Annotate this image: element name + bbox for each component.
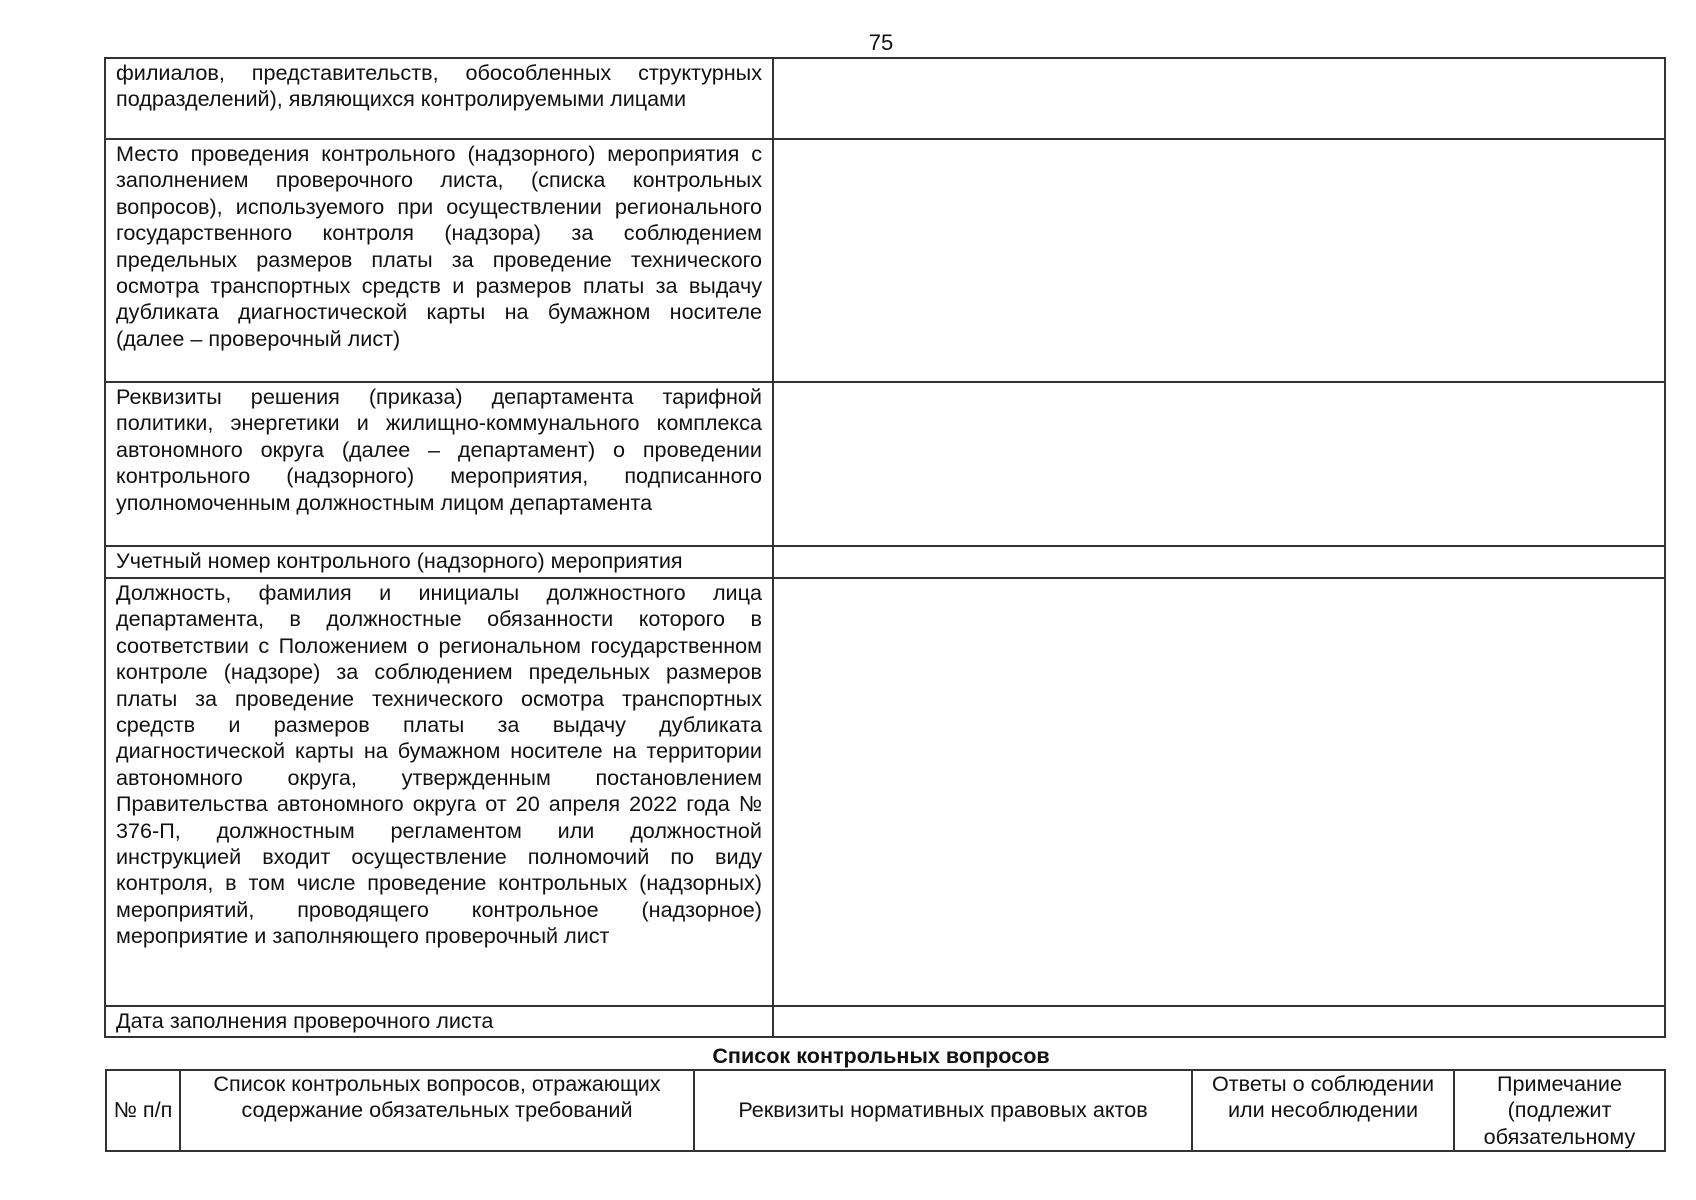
inspection-info-table: [104, 57, 1666, 1038]
info-value: [773, 1006, 1665, 1037]
questions-header-row: [106, 1070, 1665, 1151]
column-header-number: № п/п: [106, 1070, 180, 1151]
info-row-branches: [105, 58, 1665, 139]
questions-section-title: Список контрольных вопросов: [712, 1043, 1050, 1068]
column-header-questions: Список контрольных вопросов, отражающих содержание обязательных требований: [180, 1070, 694, 1151]
info-row-order-details: [105, 382, 1665, 546]
info-label: Учетный номер контрольного (надзорного) мероприятия: [105, 546, 773, 578]
info-value: [773, 578, 1665, 1006]
column-header-legal-acts: Реквизиты нормативных правовых актов: [694, 1070, 1192, 1151]
questions-table: [105, 1069, 1666, 1152]
info-value: [773, 58, 1665, 139]
info-value: [773, 139, 1665, 382]
info-label: Реквизиты решения (приказа) департамента тарифной политики, энергетики и жилищно-коммунального комплекса автономного округа (далее – департамент) о проведении контрольного (надзорного) мероприятия, подписанного уполномоченным должностным лицом департамента: [105, 382, 773, 546]
info-label: Должность, фамилия и инициалы должностного лица департамента, в должностные обязанности которого в соответствии с Положением о региональном государственном контроле (надзоре) за соблюдением предельных размеров платы за проведение технического осмотра транспортных средств и размеров платы за выдачу дубликата диагностической карты на бумажном носителе на территории автономного округа, утвержденным постановлением Правительства автономного округа от 20 апреля 2022 года № 376-П, должностным регламентом или должностной инструкцией входит осуществление полномочий по виду контроля, в том числе проведение контрольных (надзорных) мероприятий, проводящего контрольное (надзорное) мероприятие и заполняющего проверочный лист: [105, 578, 773, 1006]
info-label: филиалов, представительств, обособленных структурных подразделений), являющихся контролируемыми лицами: [105, 58, 773, 139]
info-label: Дата заполнения проверочного листа: [105, 1006, 773, 1037]
page-number: 75: [868, 30, 894, 55]
info-row-fill-date: [105, 1006, 1665, 1037]
column-header-notes: Примечание (подлежит обязательному: [1454, 1070, 1665, 1151]
info-row-official: [105, 578, 1665, 1006]
info-value: [773, 382, 1665, 546]
info-value: [773, 546, 1665, 578]
column-header-answers: Ответы о соблюдении или несоблюдении: [1192, 1070, 1454, 1151]
info-label: Место проведения контрольного (надзорного) мероприятия с заполнением проверочного листа, (списка контрольных вопросов), используемого при осуществлении регионального государственного контроля (надзора) за соблюдением предельных размеров платы за проведение технического осмотра транспортных средств и размеров платы за выдачу дубликата диагностической карты на бумажном носителе (далее – проверочный лист): [105, 139, 773, 382]
info-row-location: [105, 139, 1665, 382]
info-row-registration-number: [105, 546, 1665, 578]
